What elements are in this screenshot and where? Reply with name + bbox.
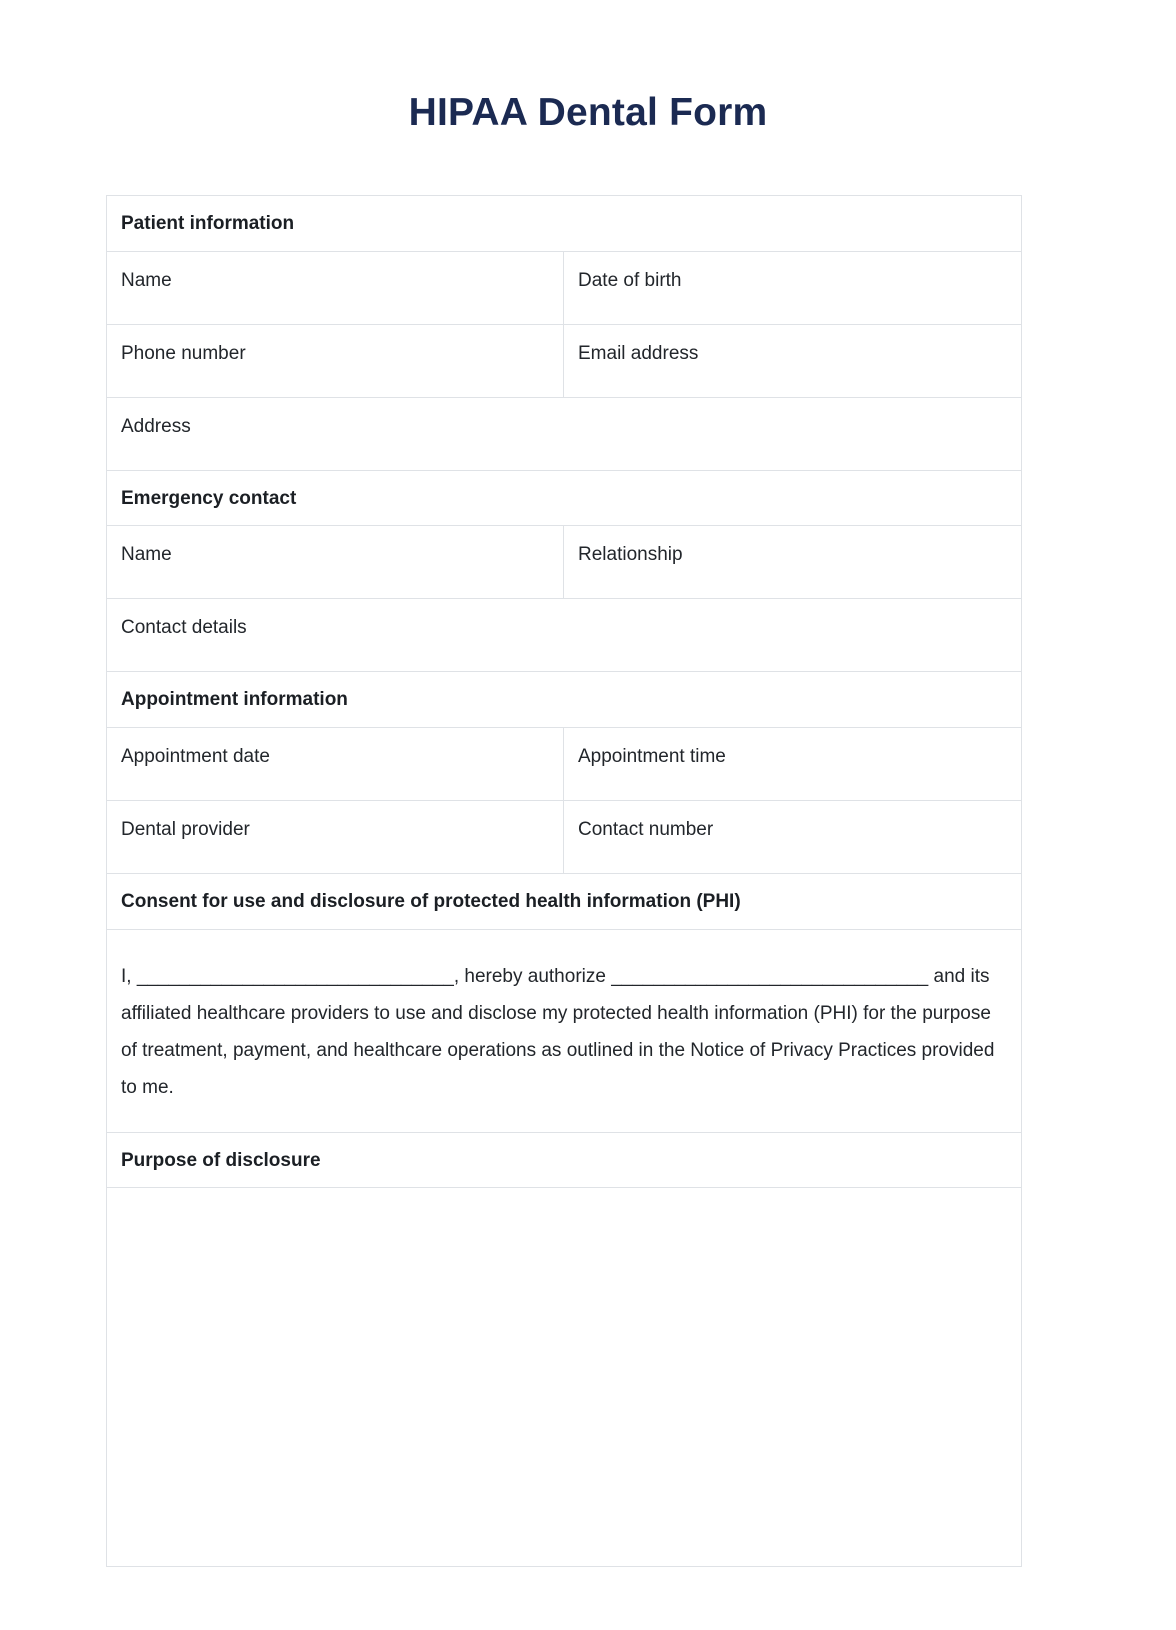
section-header-patient-information <box>107 196 1021 252</box>
section-header-emergency-contact <box>107 471 1021 527</box>
field-patient-phone-number[interactable]: Phone number <box>107 325 564 397</box>
appointment-information-heading: Appointment information <box>121 689 348 711</box>
section-header-purpose-of-disclosure <box>107 1133 1021 1189</box>
section-header-appointment-information <box>107 672 1021 728</box>
field-appointment-date[interactable]: Appointment date <box>107 728 564 800</box>
consent-body-text: I, ______________________________, hereby authorize ______________________________ and its affiliated healthcare providers to use and disclose my protected health information (PHI) for the purpose of treatment, payment, and healthcare operations as outlined in the Notice of Privacy Practices provided to me. <box>121 965 995 1098</box>
field-appointment-time[interactable]: Appointment time <box>578 745 726 767</box>
table-row <box>107 801 1021 874</box>
field-provider-contact-number[interactable]: Contact number <box>578 818 714 840</box>
field-patient-email-address[interactable]: Email address <box>578 342 699 364</box>
purpose-of-disclosure-heading: Purpose of disclosure <box>121 1149 321 1171</box>
field-dental-provider[interactable]: Dental provider <box>107 801 564 873</box>
purpose-of-disclosure-answer-row <box>107 1188 1021 1567</box>
page-title: HIPAA Dental Form <box>408 91 768 134</box>
field-patient-name[interactable]: Name <box>107 252 564 324</box>
field-patient-address[interactable]: Address <box>121 415 191 437</box>
table-row <box>107 526 1021 599</box>
consent-heading: Consent for use and disclosure of protected health information (PHI) <box>121 890 741 912</box>
hipaa-dental-form-table <box>106 195 1022 1567</box>
table-row <box>107 398 1021 471</box>
field-emergency-contact-relationship[interactable]: Relationship <box>578 544 683 566</box>
field-emergency-contact-name[interactable]: Name <box>107 526 564 598</box>
table-row <box>107 325 1021 398</box>
table-row <box>107 599 1021 672</box>
table-row <box>107 728 1021 801</box>
field-patient-date-of-birth[interactable]: Date of birth <box>578 269 682 291</box>
emergency-contact-heading: Emergency contact <box>121 487 297 509</box>
section-header-consent <box>107 874 1021 930</box>
patient-information-heading: Patient information <box>121 213 295 234</box>
field-purpose-of-disclosure[interactable] <box>107 1188 1021 1566</box>
field-emergency-contact-details[interactable]: Contact details <box>121 617 247 639</box>
consent-body-row <box>107 930 1021 1133</box>
table-row <box>107 252 1021 325</box>
